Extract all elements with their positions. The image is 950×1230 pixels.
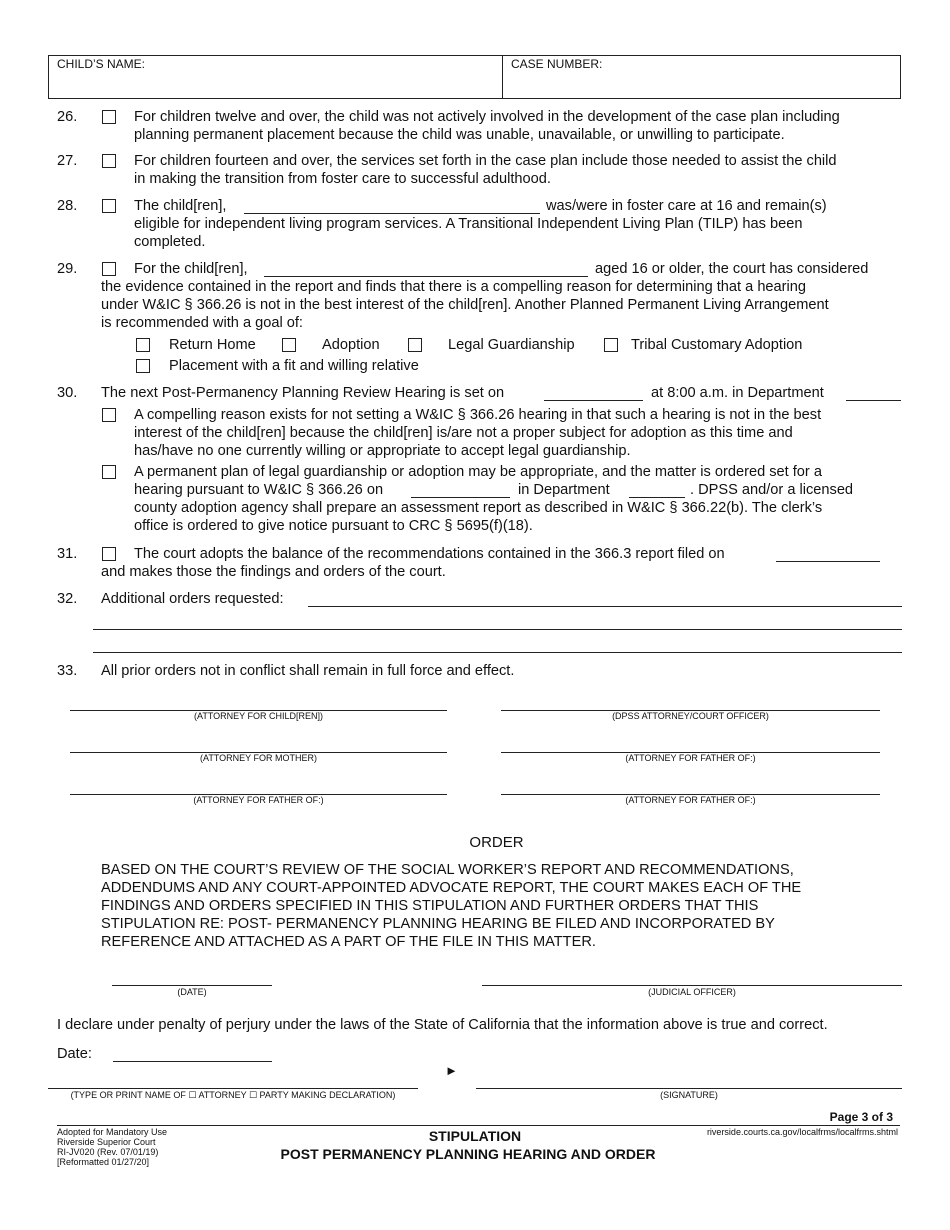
- goal-adoption-checkbox[interactable]: [282, 338, 296, 352]
- order-text-line3: FINDINGS AND ORDERS SPECIFIED IN THIS STIPULATION AND FURTHER ORDERS THAT THIS: [101, 898, 759, 914]
- attorney-father-caption-2: (ATTORNEY FOR FATHER OF:): [193, 795, 324, 805]
- item-29-text-line1b: aged 16 or older, the court has considered: [595, 261, 869, 277]
- item-30b-text-line2a: hearing pursuant to W&IC § 366.26 on: [134, 482, 384, 498]
- order-text-line2: ADDENDUMS AND ANY COURT-APPOINTED ADVOCATE REPORT, THE COURT MAKES EACH OF THE: [101, 880, 802, 896]
- item-28-text-line3: completed.: [134, 234, 206, 250]
- signature-arrow-icon: ►: [445, 1063, 458, 1078]
- page-number: Page 3 of 3: [829, 1110, 893, 1124]
- declaration-date-input[interactable]: [113, 1045, 272, 1062]
- child-name-label: CHILD’S NAME:: [57, 57, 146, 71]
- item-27-text-line1: For children fourteen and over, the services set forth in the case plan include those needed to assist the child: [134, 153, 837, 169]
- reformatted-date: [Reformatted 01/27/20]: [57, 1157, 150, 1167]
- goal-tribal-adoption-checkbox[interactable]: [604, 338, 618, 352]
- form-number: RI-JV020 (Rev. 07/01/19): [57, 1147, 159, 1157]
- item-27-text-line2: in making the transition from foster care to successful adulthood.: [134, 171, 551, 187]
- perjury-declaration: I declare under penalty of perjury under the laws of the State of California that the information above is true and correct.: [57, 1017, 828, 1033]
- goal-adoption-label: Adoption: [322, 337, 380, 353]
- item-29-children-input[interactable]: [264, 260, 588, 277]
- additional-orders-input-2[interactable]: [93, 613, 902, 630]
- item-30a-text-line2: interest of the child[ren] because the child[ren] is/are not a proper subject for adoption as this time and: [134, 425, 793, 441]
- goal-return-home-checkbox[interactable]: [136, 338, 150, 352]
- item-29-checkbox[interactable]: [102, 262, 116, 276]
- attorney-child-caption: (ATTORNEY FOR CHILD[REN]): [193, 711, 323, 721]
- hearing-36626-date-input[interactable]: [411, 481, 510, 498]
- goal-placement-relative-label: Placement with a fit and willing relative: [169, 358, 419, 374]
- order-title: ORDER: [469, 834, 524, 851]
- item-26-number: 26.: [57, 109, 78, 125]
- additional-orders-input-1[interactable]: [308, 590, 902, 607]
- item-27-number: 27.: [57, 153, 78, 169]
- item-26-checkbox[interactable]: [102, 110, 116, 124]
- dpss-caption: (DPSS ATTORNEY/COURT OFFICER): [612, 711, 769, 721]
- attorney-father-caption-3: (ATTORNEY FOR FATHER OF:): [625, 795, 756, 805]
- item-28-checkbox[interactable]: [102, 199, 116, 213]
- item-30a-text-line1: A compelling reason exists for not setting a W&IC § 366.26 hearing in that such a hearing is not in the best: [134, 407, 822, 423]
- goal-placement-relative-checkbox[interactable]: [136, 359, 150, 373]
- item-30a-text-line3: has/have no one currently willing or appropriate to accept legal guardianship.: [134, 443, 631, 459]
- footer-rule: [57, 1125, 900, 1126]
- goal-legal-guardianship-label: Legal Guardianship: [448, 337, 575, 353]
- adopted-line1: Adopted for Mandatory Use: [57, 1127, 168, 1137]
- judicial-officer-signature-line[interactable]: [482, 985, 902, 986]
- form-title: STIPULATION: [428, 1128, 522, 1144]
- item-33-text: All prior orders not in conflict shall remain in full force and effect.: [101, 663, 515, 679]
- declarant-name-line[interactable]: [48, 1088, 418, 1089]
- declarant-name-caption: (TYPE OR PRINT NAME OF ☐ ATTORNEY ☐ PARTY MAKING DECLARATION): [70, 1090, 396, 1100]
- review-hearing-date-input[interactable]: [544, 384, 643, 401]
- item-30b-text-line1: A permanent plan of legal guardianship or adoption may be appropriate, and the matter is ordered set for a: [134, 464, 822, 480]
- item-30-text-line1b: at 8:00 a.m. in Department: [651, 385, 824, 401]
- item-31-text-line2: and makes those the findings and orders of the court.: [101, 564, 446, 580]
- item-29-text-line4: is recommended with a goal of:: [101, 315, 303, 331]
- order-text-line4: STIPULATION RE: POST- PERMANENCY PLANNING HEARING BE FILED AND INCORPORATED BY: [101, 916, 775, 932]
- item-27-checkbox[interactable]: [102, 154, 116, 168]
- order-text-line1: BASED ON THE COURT’S REVIEW OF THE SOCIAL WORKER’S REPORT AND RECOMMENDATIONS,: [101, 862, 794, 878]
- hearing-36626-department-input[interactable]: [629, 481, 685, 498]
- court-url[interactable]: riverside.courts.ca.gov/localfrms/localfrms.shtml: [706, 1127, 898, 1137]
- order-text-line5: REFERENCE AND ATTACHED AS A PART OF THE FILE IN THIS MATTER.: [101, 934, 596, 950]
- item-28-text-line1a: The child[ren],: [134, 198, 227, 214]
- declarant-signature-line[interactable]: [476, 1088, 902, 1089]
- item-33-number: 33.: [57, 663, 78, 679]
- item-30a-checkbox[interactable]: [102, 408, 116, 422]
- item-30-number: 30.: [57, 385, 78, 401]
- item-28-number: 28.: [57, 198, 78, 214]
- declaration-date-label: Date:: [57, 1046, 92, 1062]
- item-30b-text-line2b: in Department: [518, 482, 610, 498]
- item-28-children-input[interactable]: [244, 197, 540, 214]
- item-30b-checkbox[interactable]: [102, 465, 116, 479]
- item-26-text-line1: For children twelve and over, the child was not actively involved in the development of the case plan including: [134, 109, 840, 125]
- review-hearing-department-input[interactable]: [846, 384, 901, 401]
- item-32-number: 32.: [57, 591, 78, 607]
- item-31-checkbox[interactable]: [102, 547, 116, 561]
- caption-divider: [502, 55, 503, 99]
- child-name-input[interactable]: [57, 76, 487, 92]
- goal-return-home-label: Return Home: [169, 337, 256, 353]
- attorney-father-caption-1: (ATTORNEY FOR FATHER OF:): [625, 753, 756, 763]
- item-31-number: 31.: [57, 546, 78, 562]
- item-29-text-line3: under W&IC § 366.26 is not in the best interest of the child[ren]. Another Planned Permanent Living Arrangement: [101, 297, 829, 313]
- item-32-text: Additional orders requested:: [101, 591, 284, 607]
- item-26-text-line2: planning permanent placement because the child was unable, unavailable, or unwilling to participate.: [134, 127, 785, 143]
- additional-orders-input-3[interactable]: [93, 636, 902, 653]
- item-31-text-line1: The court adopts the balance of the recommendations contained in the 366.3 report filed on: [134, 546, 725, 562]
- item-28-text-line2: eligible for independent living program services. A Transitional Independent Living Plan (TILP) has been: [134, 216, 803, 232]
- goal-legal-guardianship-checkbox[interactable]: [408, 338, 422, 352]
- item-30b-text-line4: office is ordered to give notice pursuant to CRC § 5695(f)(18).: [134, 518, 533, 534]
- item-29-number: 29.: [57, 261, 78, 277]
- report-filed-date-input[interactable]: [776, 545, 880, 562]
- item-30b-text-line3: county adoption agency shall prepare an assessment report as described in W&IC § 366.22(b). The clerk’s: [134, 500, 823, 516]
- form-subtitle: POST PERMANENCY PLANNING HEARING AND ORDER: [280, 1146, 656, 1162]
- item-29-text-line1a: For the child[ren],: [134, 261, 248, 277]
- order-date-line[interactable]: [112, 985, 272, 986]
- item-29-text-line2: the evidence contained in the report and finds that there is a compelling reason for determining that a hearing: [101, 279, 806, 295]
- item-30-text-line1a: The next Post-Permanency Planning Review Hearing is set on: [101, 385, 505, 401]
- attorney-mother-caption: (ATTORNEY FOR MOTHER): [200, 753, 317, 763]
- adopted-line2: Riverside Superior Court: [57, 1137, 156, 1147]
- item-30b-text-line2c: . DPSS and/or a licensed: [690, 482, 854, 498]
- case-number-label: CASE NUMBER:: [511, 57, 603, 71]
- order-date-caption: (DATE): [177, 987, 207, 997]
- declarant-signature-caption: (SIGNATURE): [660, 1090, 718, 1100]
- item-28-text-line1b: was/were in foster care at 16 and remain(s): [546, 198, 827, 214]
- case-number-input[interactable]: [511, 76, 891, 92]
- judicial-officer-caption: (JUDICIAL OFFICER): [648, 987, 736, 997]
- goal-tribal-adoption-label: Tribal Customary Adoption: [631, 337, 803, 353]
